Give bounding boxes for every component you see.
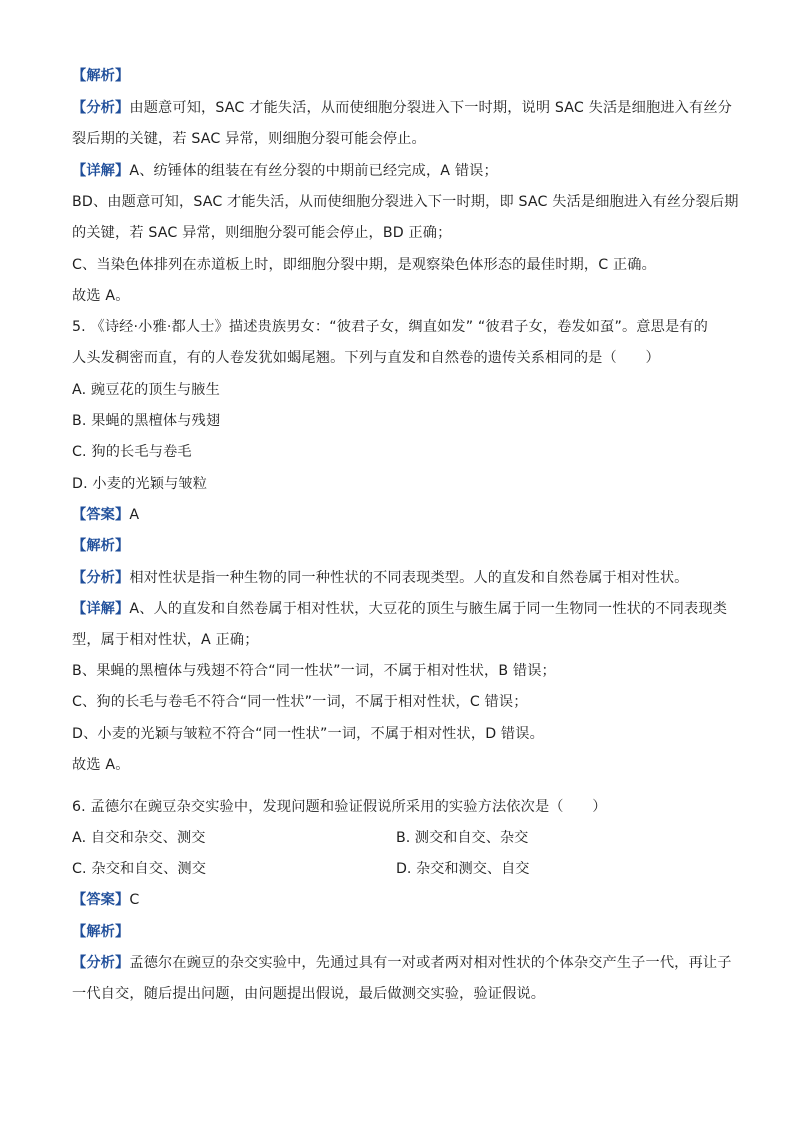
q4-fenxi-line1 [72,98,732,118]
q4-conclusion: 故选 A。 [72,288,130,304]
q6-option-d: D. 杂交和测交、自交 [396,861,530,877]
q6-answer [72,890,722,910]
q5-xiangjie-c: C、狗的长毛与卷毛不符合“同一性状”一词，不属于相对性状，C 错误； [72,694,528,710]
q5-xiangjie-b: B、果蝇的黑檀体与残翅不符合“同一性状”一词，不属于相对性状，B 错误； [72,663,556,679]
q5-jiexi-heading [72,536,722,556]
q4-xiangjie-bd-line1: BD、由题意可知，SAC 才能失活，从而使细胞分裂进入下一时期，即 SAC 失活是细胞进入有丝分裂后期 [72,194,739,210]
q4-xiangjie-a-text: A、纺锤体的组装在有丝分裂的中期前已经完成，A 错误； [129,163,498,179]
q5-option-c: C. 狗的长毛与卷毛 [72,444,192,460]
q5-option-a: A. 豌豆花的顶生与腋生 [72,382,220,398]
q6-answer-value: C [129,892,140,908]
q5-stem-line2: 人头发稠密而直，有的人卷发犹如蝎尾翘。下列与直发和自然卷的遗传关系相同的是（ ） [72,350,660,366]
answer-tag: 【答案】 [72,892,130,908]
jiexi-tag: 【解析】 [72,924,130,940]
q6-option-c: C. 杂交和自交、测交 [72,861,207,877]
q6-option-a: A. 自交和杂交、测交 [72,830,206,846]
jiexi-tag: 【解析】 [72,68,130,84]
q4-xiangjie-bd-line2: 的关键，若 SAC 异常，则细胞分裂可能会停止，BD 正确； [72,225,452,241]
q5-answer-value: A [129,507,140,523]
q6-jiexi-heading [72,922,722,942]
q5-stem-line1: 5. 《诗经·小雅·都人士》描述贵族男女：“彼君子女，绸直如发” “彼君子女，卷发如虿”。意思是有的 [72,319,708,335]
q4-xiangjie-c: C、当染色体排列在赤道板上时，即细胞分裂中期，是观察染色体形态的最佳时期，C 正确。 [72,257,656,273]
q4-xiangjie-a [72,161,722,181]
q5-xiangjie-a-line1 [72,599,728,619]
q4-fenxi-text1: 由题意可知，SAC 才能失活，从而使细胞分裂进入下一时期，说明 SAC 失活是细胞进入有丝分 [129,100,732,116]
q5-answer [72,505,722,525]
q5-xiangjie-a-text: A、人的直发和自然卷属于相对性状，大豆花的顶生与腋生属于同一生物同一性状的不同表现类 [129,601,728,617]
fenxi-tag: 【分析】 [72,570,130,586]
q5-option-d: D. 小麦的光颖与皱粒 [72,476,208,492]
q6-option-b: B. 测交和自交、杂交 [396,830,529,846]
fenxi-tag: 【分析】 [72,955,130,971]
q6-fenxi-line1 [72,953,732,973]
q5-conclusion: 故选 A。 [72,757,130,773]
answer-tag: 【答案】 [72,507,130,523]
jiexi-tag: 【解析】 [72,538,130,554]
q6-stem: 6. 孟德尔在豌豆杂交实验中，发现问题和验证假说所采用的实验方法依次是（ ） [72,799,607,815]
q6-fenxi-line2: 一代自交，随后提出问题，由问题提出假说，最后做测交实验，验证假说。 [72,986,546,1002]
xiangjie-tag: 【详解】 [72,163,130,179]
q5-option-b: B. 果蝇的黑檀体与残翅 [72,413,221,429]
q4-fenxi-line2: 裂后期的关键，若 SAC 异常，则细胞分裂可能会停止。 [72,131,426,147]
q4-jiexi-heading [72,66,722,86]
q5-fenxi [72,568,722,588]
xiangjie-tag: 【详解】 [72,601,130,617]
q5-fenxi-text: 相对性状是指一种生物的同一种性状的不同表现类型。人的直发和自然卷属于相对性状。 [129,570,689,586]
q6-fenxi-text1: 孟德尔在豌豆的杂交实验中，先通过具有一对或者两对相对性状的个体杂交产生子一代，再让子 [129,955,732,971]
q5-xiangjie-d: D、小麦的光颖与皱粒不符合“同一性状”一词，不属于相对性状，D 错误。 [72,726,544,742]
fenxi-tag: 【分析】 [72,100,130,116]
q5-xiangjie-a-line2: 型，属于相对性状，A 正确； [72,632,259,648]
